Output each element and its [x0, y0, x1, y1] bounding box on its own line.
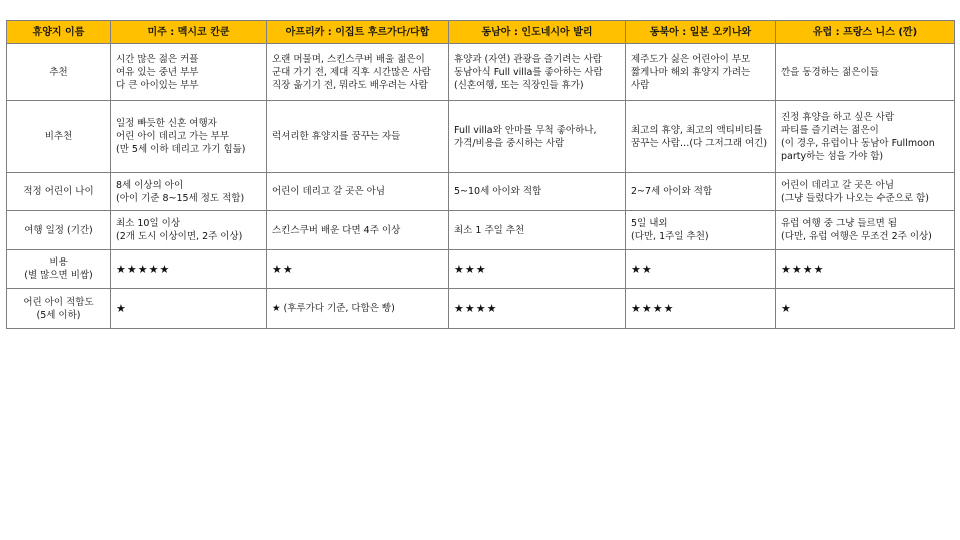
cell-bali: 5~10세 아이와 적합	[449, 173, 626, 211]
cost-stars-hurghada-dahab: ★★	[267, 250, 449, 289]
header-hurghada-dahab: 아프리카 : 이집트 후르가다/다합	[267, 21, 449, 44]
header-row	[7, 21, 955, 44]
row-label: 비용 (별 많으면 비쌈)	[7, 250, 111, 289]
cell-nice: 깐을 동경하는 젊은이들	[776, 44, 955, 101]
cell-cancun: 최소 10일 이상 (2개 도시 이상이면, 2주 이상)	[111, 211, 267, 250]
row-not-recommend	[7, 101, 955, 173]
cell-bali: 휴양과 (자연) 관광을 즐기려는 사람 동남아식 Full villa를 좋아하는 사람 (신혼여행, 또는 직장인들 휴가)	[449, 44, 626, 101]
row-recommend	[7, 44, 955, 101]
comparison-sheet	[6, 20, 954, 329]
cell-nice: 유럽 여행 중 그냥 들르면 됨 (다만, 유럽 여행은 무조건 2주 이상)	[776, 211, 955, 250]
cell-hurghada-dahab: 스킨스쿠버 배운 다면 4주 이상	[267, 211, 449, 250]
row-trip-period	[7, 211, 955, 250]
header-resort-name: 휴양지 이름	[7, 21, 111, 44]
cell-bali: 최소 1 주일 추천	[449, 211, 626, 250]
cell-hurghada-dahab: 럭셔리한 휴양지를 꿈꾸는 자들	[267, 101, 449, 173]
header-nice: 유럽 : 프랑스 니스 (깐)	[776, 21, 955, 44]
cost-stars-cancun: ★★★★★	[111, 250, 267, 289]
cell-cancun: 일정 빠듯한 신혼 여행자 어린 아이 데리고 가는 부부 (만 5세 이하 데리고 가기 힘듦)	[111, 101, 267, 173]
row-label: 여행 일정 (기간)	[7, 211, 111, 250]
kid-stars-cancun: ★	[111, 289, 267, 329]
row-label: 추천	[7, 44, 111, 101]
cell-nice: 진정 휴양을 하고 싶은 사람 파티를 즐기려는 젊은이 (이 경우, 유럽이나 동남아 Fullmoon party하는 섬을 가야 함)	[776, 101, 955, 173]
cell-hurghada-dahab: 오랜 머물며, 스킨스쿠버 배울 젊은이 군대 가기 전, 제대 직후 시간많은 사람 직장 옮기기 전, 뭐라도 배우려는 사람	[267, 44, 449, 101]
cell-bali: Full villa와 안마를 무척 좋아하나, 가격/비용을 중시하는 사람	[449, 101, 626, 173]
cell-cancun: 시간 많은 젊은 커플 여유 있는 중년 부부 다 큰 아이있는 부부	[111, 44, 267, 101]
kid-stars-hurghada-dahab: ★ (후루가다 기준, 다합은 빵)	[267, 289, 449, 329]
kid-stars-nice: ★	[776, 289, 955, 329]
kid-stars-bali: ★★★★	[449, 289, 626, 329]
kid-stars-okinawa: ★★★★	[626, 289, 776, 329]
row-kid-suitability	[7, 289, 955, 329]
header-bali: 동남아 : 인도네시아 발리	[449, 21, 626, 44]
cell-cancun: 8세 이상의 아이 (아이 기준 8~15세 정도 적합)	[111, 173, 267, 211]
cost-stars-nice: ★★★★	[776, 250, 955, 289]
cell-okinawa: 2~7세 아이와 적합	[626, 173, 776, 211]
cost-stars-bali: ★★★	[449, 250, 626, 289]
cell-okinawa: 5일 내외 (다만, 1주일 추천)	[626, 211, 776, 250]
resort-comparison-table	[6, 20, 955, 329]
header-okinawa: 동북아 : 일본 오키나와	[626, 21, 776, 44]
row-cost	[7, 250, 955, 289]
cell-nice: 어린이 데리고 갈 곳은 아님 (그냥 들렀다가 나오는 수준으로 함)	[776, 173, 955, 211]
cell-hurghada-dahab: 어린이 데리고 갈 곳은 아님	[267, 173, 449, 211]
row-label: 적정 어린이 나이	[7, 173, 111, 211]
cost-stars-okinawa: ★★	[626, 250, 776, 289]
header-cancun: 미주 : 멕시코 칸쿤	[111, 21, 267, 44]
row-label: 비추천	[7, 101, 111, 173]
row-child-age	[7, 173, 955, 211]
row-label: 어린 아이 적합도 (5세 이하)	[7, 289, 111, 329]
cell-okinawa: 최고의 휴양, 최고의 액티비티를 꿈꾸는 사람…(다 그저그래 여긴)	[626, 101, 776, 173]
cell-okinawa: 제주도가 싫은 어린아이 부모 짧게나마 해외 휴양지 가려는 사람	[626, 44, 776, 101]
